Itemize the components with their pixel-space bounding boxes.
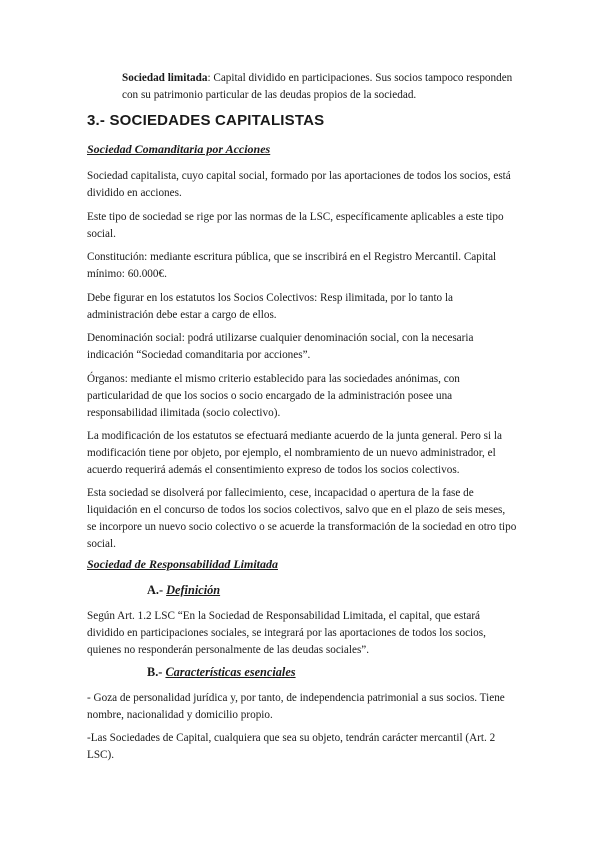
srl-feature-2: -Las Sociedades de Capital, cualquiera que sea su objeto, tendrán carácter mercantil (Art. 2 LSC). <box>87 732 496 761</box>
section-heading: 3.- SOCIEDADES CAPITALISTAS <box>87 112 325 129</box>
subheading-b-prefix: B.- <box>147 665 166 679</box>
scpa-paragraph-8: Esta sociedad se disolverá por fallecimiento, cese, incapacidad o apertura de la fase de liquidación en el concurso de todos los socios colectivos, salvo que en el plazo de seis meses, se incorpore un nuevo socio colectivo o se acuerde la transformación de la sociedad en otro tipo social. <box>87 487 517 550</box>
scpa-paragraph-7: La modificación de los estatutos se efectuará mediante acuerdo de la junta general. Pero si la modificación tiene por objeto, por ejemplo, el nombramiento de un nuevo administrador, el acuerdo requerirá además el consentimiento expreso de todos los socios colectivos. <box>87 430 503 476</box>
subheading-a-title: Definición <box>166 583 221 597</box>
scpa-paragraph-4: Debe figurar en los estatutos los Socios Colectivos: Resp ilimitada, por lo tanto la administración debe estar a cargo de ellos. <box>87 292 454 321</box>
scpa-paragraph-3: Constitución: mediante escritura pública, que se inscribirá en el Registro Mercantil. Capital mínimo: 60.000€. <box>87 251 497 280</box>
intro-paragraph <box>122 70 520 104</box>
srl-subheading-b <box>147 664 296 680</box>
scpa-paragraph-6: Órganos: mediante el mismo criterio establecido para las sociedades anónimas, con particularidad de que los socios o socio encargado de la administración posee una responsabilidad ilimitada (socio colectivo). <box>87 373 460 419</box>
scpa-paragraph-5: Denominación social: podrá utilizarse cualquier denominación social, con la necesaria indicación “Sociedad comanditaria por acciones”. <box>87 332 474 361</box>
intro-term: Sociedad limitada <box>122 72 208 84</box>
srl-subheading-a <box>147 582 220 598</box>
intro-text: : Capital dividido en participaciones. Sus socios tampoco responden con su patrimonio particular de las deudas propios de la sociedad. <box>122 72 513 101</box>
srl-heading: Sociedad de Responsabilidad Limitada <box>87 557 278 571</box>
scpa-heading: Sociedad Comanditaria por Acciones <box>87 142 271 156</box>
scpa-paragraph-1: Sociedad capitalista, cuyo capital social, formado por las aportaciones de todos los socios, está dividido en acciones. <box>87 170 511 199</box>
srl-definition: Según Art. 1.2 LSC “En la Sociedad de Responsabilidad Limitada, el capital, que estará dividido en participaciones sociales, se integrará por las aportaciones de todos los socios, quienes no responderán personalmente de las deudas sociales”. <box>87 610 486 656</box>
srl-feature-1: - Goza de personalidad jurídica y, por tanto, de independencia patrimonial a sus socios. Tiene nombre, nacionalidad y domicilio propio. <box>87 692 505 721</box>
scpa-paragraph-2: Este tipo de sociedad se rige por las normas de la LSC, específicamente aplicables a este tipo social. <box>87 211 504 240</box>
subheading-a-prefix: A.- <box>147 583 167 597</box>
subheading-b-title: Características esenciales <box>165 665 296 679</box>
